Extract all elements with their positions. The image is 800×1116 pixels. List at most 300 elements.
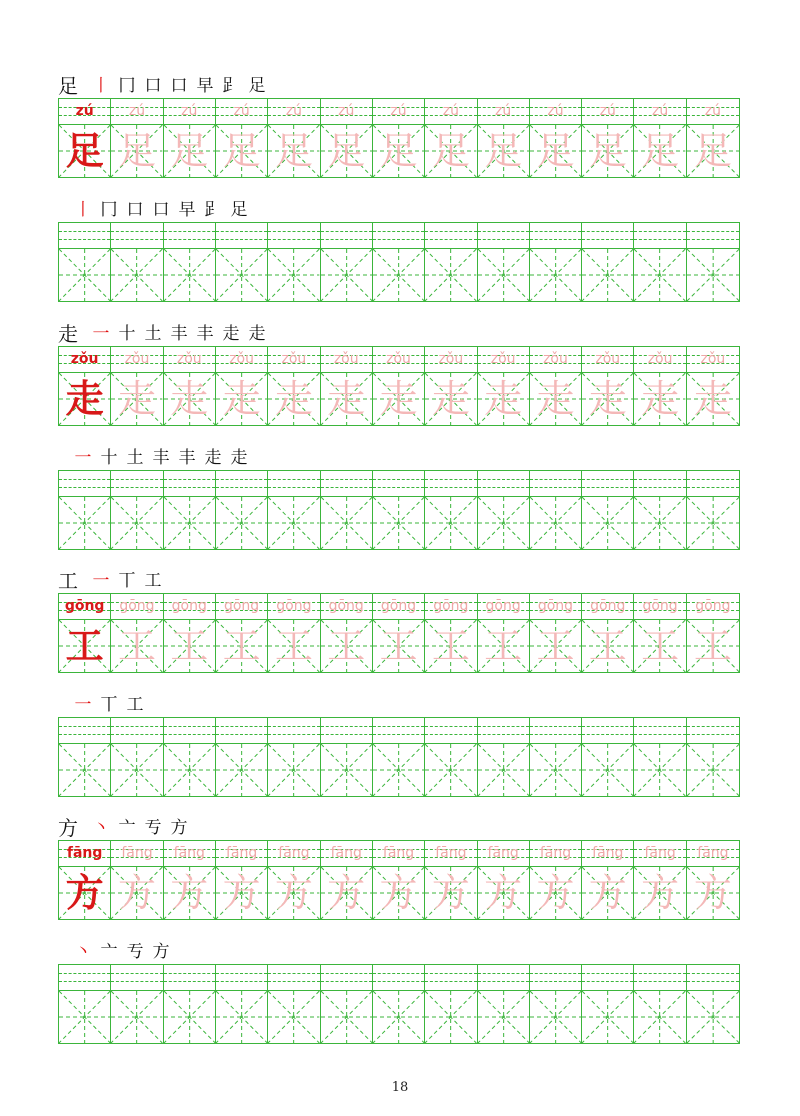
- grid-cell[interactable]: [111, 223, 163, 301]
- grid-cell[interactable]: [687, 347, 739, 425]
- pinyin-box: [530, 594, 581, 620]
- grid-cell[interactable]: [582, 471, 634, 549]
- pinyin-trace: zú: [128, 103, 146, 119]
- pinyin-box: [216, 594, 267, 620]
- pinyin-box: [111, 471, 162, 497]
- pinyin-box: [425, 718, 476, 744]
- character-box: [687, 497, 739, 549]
- character-box: [373, 373, 424, 425]
- pinyin-box: [268, 718, 319, 744]
- tianzige-guides: [59, 249, 110, 301]
- tianzige-guides: [164, 497, 215, 549]
- stroke-step: 十: [100, 448, 118, 468]
- pinyin-box: [425, 99, 476, 125]
- pinyin-box: [582, 223, 633, 249]
- grid-cell[interactable]: [530, 99, 582, 177]
- tianzige-guides: [634, 744, 685, 796]
- pinyin-box: [478, 965, 529, 991]
- pinyin-box: [216, 841, 267, 867]
- character-box: [268, 620, 319, 672]
- character-box: [164, 249, 215, 301]
- grid-cell[interactable]: [59, 471, 111, 549]
- character-box: [425, 373, 476, 425]
- pinyin-box: [478, 471, 529, 497]
- pinyin-box: [530, 223, 581, 249]
- pinyin-trace: gōng: [485, 598, 521, 614]
- stroke-order: [58, 687, 148, 717]
- character-box: [530, 497, 581, 549]
- pinyin-box: [425, 594, 476, 620]
- grid-cell[interactable]: [373, 223, 425, 301]
- pinyin-box: [59, 347, 110, 373]
- grid-cell[interactable]: [216, 99, 268, 177]
- stroke-step: 十: [118, 324, 136, 344]
- pinyin-box: [634, 718, 685, 744]
- character-trace: 方: [222, 871, 261, 915]
- stroke-step: 冂: [100, 200, 118, 220]
- pinyin-trace: fāng: [121, 845, 153, 861]
- tianzige-guides: [478, 249, 529, 301]
- pinyin-box: [111, 594, 162, 620]
- pinyin-box: [321, 99, 372, 125]
- character-box: [216, 373, 267, 425]
- tianzige-guides: [425, 249, 476, 301]
- pinyin-trace: zǒu: [386, 351, 411, 367]
- pinyin-box: [478, 718, 529, 744]
- grid-cell[interactable]: [478, 718, 530, 796]
- grid-cell[interactable]: [164, 99, 216, 177]
- grid-cell[interactable]: [111, 841, 163, 919]
- pinyin-trace: zǒu: [595, 351, 621, 367]
- stroke-order-title: 方: [58, 816, 78, 840]
- stroke-step: 一: [92, 571, 110, 591]
- character-box: [634, 867, 685, 919]
- grid-cell[interactable]: [59, 347, 111, 425]
- character-box: [111, 249, 162, 301]
- grid-cell[interactable]: [373, 718, 425, 796]
- grid-cell[interactable]: [687, 841, 739, 919]
- grid-cell[interactable]: [59, 223, 111, 301]
- stroke-order: [58, 934, 174, 964]
- pinyin-main: fāng: [66, 845, 103, 861]
- grid-cell[interactable]: [373, 965, 425, 1043]
- stroke-order-title: 工: [58, 569, 78, 593]
- tianzige-guides: [216, 497, 267, 549]
- pinyin-box: [530, 347, 581, 373]
- grid-cell[interactable]: [425, 718, 477, 796]
- character-box: [478, 744, 529, 796]
- pinyin-box: [321, 965, 372, 991]
- pinyin-box: [687, 965, 739, 991]
- grid-cell[interactable]: [425, 841, 477, 919]
- pinyin-trace: gōng: [328, 598, 364, 614]
- grid-cell[interactable]: [582, 99, 634, 177]
- pinyin-box: [478, 841, 529, 867]
- character-trace: 方: [536, 871, 575, 915]
- grid-cell[interactable]: [425, 965, 477, 1043]
- character-box: [530, 867, 581, 919]
- character-main: 工: [65, 624, 104, 668]
- grid-cell[interactable]: [268, 471, 320, 549]
- character-trace: 工: [117, 624, 156, 668]
- grid-cell[interactable]: [59, 594, 111, 672]
- grid-cell[interactable]: [530, 223, 582, 301]
- character-box: [582, 373, 633, 425]
- grid-cell[interactable]: [216, 471, 268, 549]
- tianzige-guides: [268, 249, 319, 301]
- grid-cell[interactable]: [216, 965, 268, 1043]
- pinyin-box: [425, 347, 476, 373]
- pinyin-box: [425, 471, 476, 497]
- character-box: [530, 744, 581, 796]
- character-box: [216, 991, 267, 1043]
- grid-cell[interactable]: [582, 841, 634, 919]
- pinyin-trace: fāng: [173, 845, 205, 861]
- grid-cell[interactable]: [687, 223, 739, 301]
- grid-cell[interactable]: [59, 718, 111, 796]
- pinyin-box: [530, 99, 581, 125]
- character-box: [425, 991, 476, 1043]
- character-trace: 足: [431, 129, 470, 173]
- stroke-order: [58, 192, 252, 222]
- character-trace: 工: [274, 624, 313, 668]
- tianzige-guides: [687, 497, 739, 549]
- grid-cell[interactable]: [216, 223, 268, 301]
- pinyin-main: zú: [75, 103, 94, 119]
- stroke-step: 丶: [74, 942, 92, 962]
- character-main: 方: [65, 871, 104, 915]
- grid-cell[interactable]: [687, 471, 739, 549]
- pinyin-box: [425, 841, 476, 867]
- grid-cell[interactable]: [216, 347, 268, 425]
- grid-cell[interactable]: [373, 841, 425, 919]
- character-box: [425, 125, 476, 177]
- grid-cell[interactable]: [530, 718, 582, 796]
- pinyin-box: [164, 347, 215, 373]
- stroke-order: [58, 810, 192, 840]
- grid-cell[interactable]: [478, 471, 530, 549]
- grid-cell[interactable]: [582, 347, 634, 425]
- grid-cell[interactable]: [164, 223, 216, 301]
- grid-cell[interactable]: [59, 99, 111, 177]
- tianzige-guides: [582, 744, 633, 796]
- character-trace: 工: [170, 624, 209, 668]
- pinyin-trace: gōng: [590, 598, 626, 614]
- character-trace: 工: [693, 624, 732, 668]
- character-box: [425, 620, 476, 672]
- grid-cell[interactable]: [687, 965, 739, 1043]
- grid-cell[interactable]: [111, 718, 163, 796]
- grid-cell[interactable]: [582, 223, 634, 301]
- grid-cell[interactable]: [321, 718, 373, 796]
- grid-cell[interactable]: [687, 594, 739, 672]
- grid-cell[interactable]: [321, 223, 373, 301]
- pinyin-box: [582, 594, 633, 620]
- pinyin-box: [216, 718, 267, 744]
- grid-cell[interactable]: [373, 347, 425, 425]
- pinyin-box: [687, 223, 739, 249]
- grid-cell[interactable]: [634, 99, 686, 177]
- character-box: [321, 991, 372, 1043]
- tianzige-guides: [321, 497, 372, 549]
- character-trace: 工: [536, 624, 575, 668]
- grid-cell[interactable]: [478, 841, 530, 919]
- grid-cell[interactable]: [634, 347, 686, 425]
- tianzige-guides: [373, 249, 424, 301]
- pinyin-box: [164, 223, 215, 249]
- grid-cell[interactable]: [111, 965, 163, 1043]
- character-box: [164, 620, 215, 672]
- pinyin-trace: zú: [495, 103, 512, 119]
- grid-cell[interactable]: [373, 471, 425, 549]
- grid-cell[interactable]: [530, 347, 582, 425]
- tianzige-grid: [58, 717, 740, 797]
- stroke-step: 亐: [126, 942, 144, 962]
- grid-cell[interactable]: [268, 594, 320, 672]
- stroke-step: 早: [178, 200, 196, 220]
- grid-cell[interactable]: [634, 594, 686, 672]
- character-box: [530, 991, 581, 1043]
- grid-cell[interactable]: [634, 841, 686, 919]
- tianzige-grid: [58, 840, 740, 920]
- character-trace: 足: [222, 129, 261, 173]
- stroke-step: 口: [170, 76, 188, 96]
- stroke-step: 口: [126, 200, 144, 220]
- grid-cell[interactable]: [268, 718, 320, 796]
- grid-cell[interactable]: [687, 718, 739, 796]
- grid-cell[interactable]: [164, 594, 216, 672]
- grid-cell[interactable]: [530, 594, 582, 672]
- tianzige-guides: [164, 249, 215, 301]
- grid-cell[interactable]: [478, 965, 530, 1043]
- grid-cell[interactable]: [111, 99, 163, 177]
- character-trace: 足: [117, 129, 156, 173]
- stroke-step: 走: [222, 324, 240, 344]
- character-box: [478, 497, 529, 549]
- character-box: [634, 497, 685, 549]
- grid-cell[interactable]: [530, 841, 582, 919]
- character-box: [321, 620, 372, 672]
- tianzige-grid: [58, 964, 740, 1044]
- character-box: [425, 867, 476, 919]
- character-trace: 走: [117, 377, 156, 421]
- pinyin-trace: fāng: [644, 845, 676, 861]
- stroke-order-title: 走: [58, 322, 78, 346]
- grid-cell[interactable]: [321, 965, 373, 1043]
- pinyin-box: [268, 99, 319, 125]
- grid-cell[interactable]: [164, 471, 216, 549]
- character-box: [687, 620, 739, 672]
- character-trace: 方: [379, 871, 418, 915]
- stroke-step: 一: [92, 324, 110, 344]
- character-box: [268, 125, 319, 177]
- tianzige-guides: [268, 497, 319, 549]
- stroke-step: 冂: [118, 76, 136, 96]
- grid-cell[interactable]: [321, 99, 373, 177]
- grid-cell[interactable]: [582, 594, 634, 672]
- character-box: [321, 867, 372, 919]
- pinyin-trace: zú: [181, 103, 198, 119]
- tianzige-guides: [582, 991, 633, 1043]
- grid-cell[interactable]: [478, 223, 530, 301]
- grid-cell[interactable]: [634, 471, 686, 549]
- tianzige-guides: [321, 991, 372, 1043]
- grid-cell[interactable]: [425, 99, 477, 177]
- pinyin-box: [634, 594, 685, 620]
- character-box: [530, 373, 581, 425]
- character-box: [373, 249, 424, 301]
- pinyin-box: [634, 841, 685, 867]
- grid-cell[interactable]: [321, 471, 373, 549]
- character-box: [216, 497, 267, 549]
- grid-cell[interactable]: [268, 99, 320, 177]
- grid-cell[interactable]: [111, 471, 163, 549]
- pinyin-box: [582, 99, 633, 125]
- pinyin-trace: zǒu: [124, 351, 150, 367]
- grid-cell[interactable]: [687, 99, 739, 177]
- grid-cell[interactable]: [111, 594, 163, 672]
- character-box: [216, 249, 267, 301]
- grid-cell[interactable]: [216, 718, 268, 796]
- character-box: [634, 125, 685, 177]
- character-box: [425, 497, 476, 549]
- grid-cell[interactable]: [268, 965, 320, 1043]
- pinyin-box: [268, 594, 319, 620]
- grid-cell[interactable]: [478, 347, 530, 425]
- tianzige-grid: [58, 346, 740, 426]
- character-box: [582, 620, 633, 672]
- character-box: [111, 620, 162, 672]
- stroke-step: 走: [230, 448, 248, 468]
- character-box: [687, 991, 739, 1043]
- grid-cell[interactable]: [582, 965, 634, 1043]
- pinyin-box: [478, 223, 529, 249]
- stroke-step: 走: [248, 324, 266, 344]
- character-trace: 工: [222, 624, 261, 668]
- page-number: 18: [391, 1080, 409, 1095]
- stroke-step: 方: [170, 818, 188, 838]
- pinyin-box: [687, 471, 739, 497]
- character-box: [425, 249, 476, 301]
- grid-cell[interactable]: [59, 965, 111, 1043]
- pinyin-box: [634, 347, 685, 373]
- grid-cell[interactable]: [530, 965, 582, 1043]
- pinyin-box: [111, 718, 162, 744]
- character-trace: 走: [379, 377, 418, 421]
- grid-cell[interactable]: [634, 965, 686, 1043]
- character-box: [582, 744, 633, 796]
- grid-cell[interactable]: [373, 99, 425, 177]
- grid-cell[interactable]: [478, 99, 530, 177]
- pinyin-trace: zǒu: [281, 351, 307, 367]
- grid-cell[interactable]: [634, 718, 686, 796]
- character-box: [59, 497, 110, 549]
- character-trace: 走: [431, 377, 470, 421]
- stroke-step: 土: [144, 324, 162, 344]
- pinyin-box: [268, 347, 319, 373]
- grid-cell[interactable]: [478, 594, 530, 672]
- stroke-step: 一: [74, 695, 92, 715]
- grid-cell[interactable]: [268, 223, 320, 301]
- stroke-step: 足: [248, 76, 266, 96]
- stroke-order-title: 足: [58, 74, 78, 98]
- pinyin-box: [634, 471, 685, 497]
- pinyin-trace: zú: [285, 103, 303, 119]
- stroke-step: 丰: [152, 448, 170, 468]
- grid-cell[interactable]: [268, 347, 320, 425]
- grid-cell[interactable]: [216, 841, 268, 919]
- character-box: [478, 125, 529, 177]
- character-trace: 走: [170, 377, 209, 421]
- grid-cell[interactable]: [111, 347, 163, 425]
- pinyin-box: [373, 347, 424, 373]
- character-main: 足: [65, 129, 104, 173]
- stroke-step: 亠: [100, 942, 118, 962]
- character-box: [321, 125, 372, 177]
- grid-cell[interactable]: [425, 471, 477, 549]
- pinyin-box: [582, 841, 633, 867]
- stroke-step: 一: [74, 448, 92, 468]
- grid-cell[interactable]: [216, 594, 268, 672]
- pinyin-trace: zú: [442, 103, 459, 119]
- pinyin-box: [582, 347, 633, 373]
- character-box: [478, 991, 529, 1043]
- character-trace: 走: [327, 377, 366, 421]
- pinyin-box: [634, 99, 685, 125]
- pinyin-box: [373, 99, 424, 125]
- grid-cell[interactable]: [321, 594, 373, 672]
- grid-cell[interactable]: [59, 841, 111, 919]
- grid-cell[interactable]: [425, 223, 477, 301]
- character-trace: 工: [327, 624, 366, 668]
- grid-cell[interactable]: [164, 841, 216, 919]
- stroke-step: 土: [126, 448, 144, 468]
- grid-cell[interactable]: [321, 841, 373, 919]
- pinyin-box: [111, 965, 162, 991]
- character-box: [111, 373, 162, 425]
- pinyin-box: [373, 718, 424, 744]
- stroke-order: [58, 440, 252, 470]
- grid-cell[interactable]: [268, 841, 320, 919]
- pinyin-box: [634, 223, 685, 249]
- grid-cell[interactable]: [634, 223, 686, 301]
- character-box: [321, 249, 372, 301]
- character-trace: 走: [222, 377, 261, 421]
- pinyin-box: [59, 594, 110, 620]
- pinyin-box: [321, 594, 372, 620]
- grid-cell[interactable]: [582, 718, 634, 796]
- tianzige-guides: [530, 744, 581, 796]
- stroke-step: 𧾷: [222, 76, 240, 96]
- tianzige-guides: [582, 497, 633, 549]
- character-trace: 方: [431, 871, 470, 915]
- character-box: [530, 249, 581, 301]
- character-box: [634, 249, 685, 301]
- grid-cell[interactable]: [164, 347, 216, 425]
- pinyin-trace: fāng: [330, 845, 362, 861]
- tianzige-guides: [321, 744, 372, 796]
- grid-cell[interactable]: [164, 965, 216, 1043]
- pinyin-box: [164, 965, 215, 991]
- grid-cell[interactable]: [530, 471, 582, 549]
- character-box: [373, 125, 424, 177]
- grid-cell[interactable]: [425, 594, 477, 672]
- pinyin-trace: zǒu: [647, 351, 673, 367]
- grid-cell[interactable]: [373, 594, 425, 672]
- grid-cell[interactable]: [164, 718, 216, 796]
- grid-cell[interactable]: [321, 347, 373, 425]
- grid-cell[interactable]: [425, 347, 477, 425]
